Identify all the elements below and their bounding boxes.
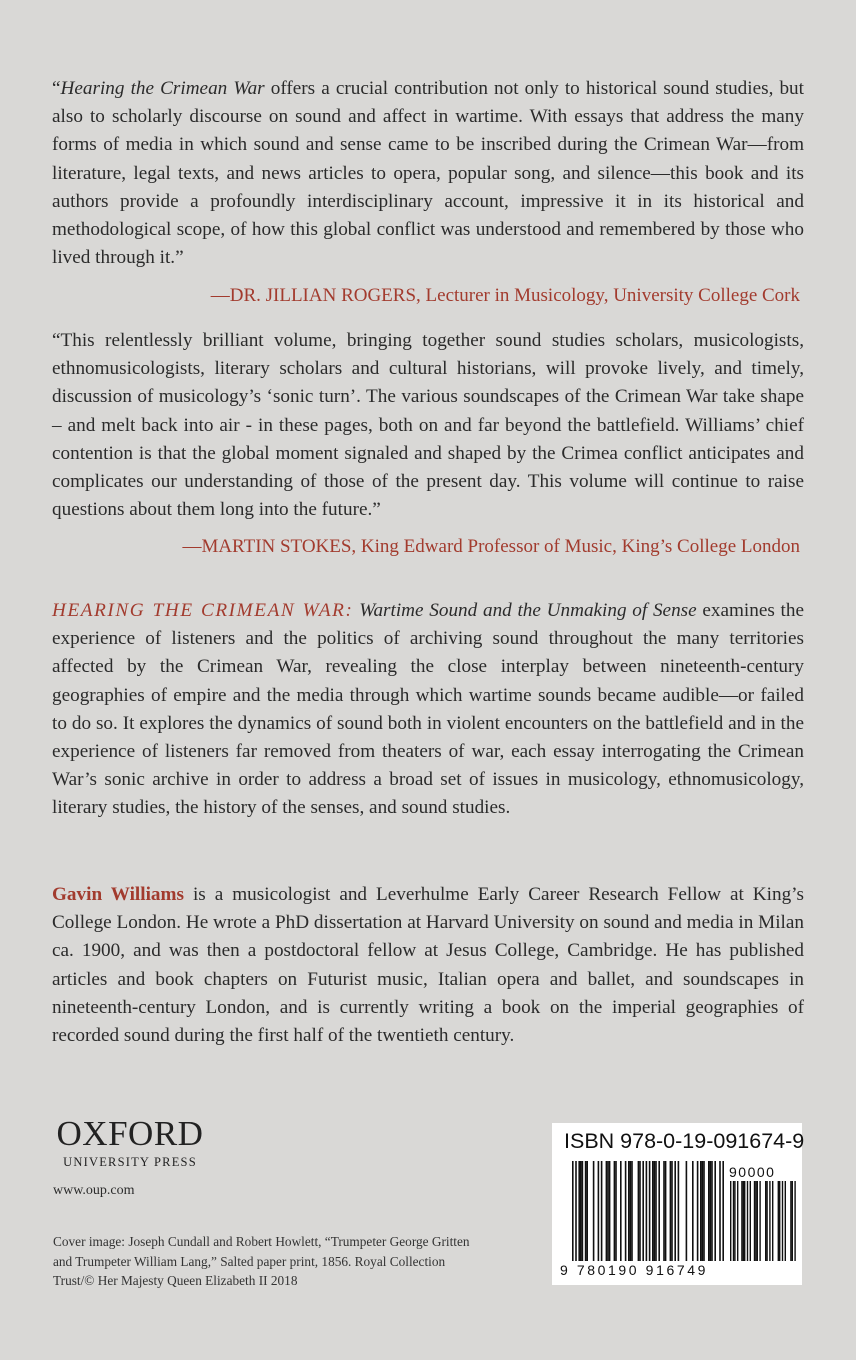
blurb-rogers-book-title: Hearing the Crimean War	[60, 78, 265, 99]
barcode-addon-bar	[754, 1181, 755, 1261]
barcode-bar	[702, 1161, 704, 1261]
barcode-addon-bar	[730, 1181, 731, 1261]
barcode-bar	[658, 1161, 660, 1261]
book-description	[52, 597, 804, 823]
barcode-bar	[598, 1161, 600, 1261]
barcode-bar	[631, 1161, 633, 1261]
barcode-addon-bar	[737, 1181, 738, 1261]
barcode-bar	[601, 1161, 603, 1261]
barcode-bar	[722, 1161, 724, 1261]
barcode-bar	[678, 1161, 680, 1261]
barcode-bar	[719, 1161, 721, 1261]
barcode-bar	[674, 1161, 676, 1261]
barcode-bar	[593, 1161, 595, 1261]
author-bio	[52, 881, 804, 1050]
barcode-bar	[652, 1161, 654, 1261]
barcode-addon-bar	[757, 1181, 758, 1261]
barcode-bar	[609, 1161, 611, 1261]
barcode-bar	[628, 1161, 630, 1261]
barcode-addon-bar	[794, 1181, 795, 1261]
barcode-bar	[700, 1161, 702, 1261]
barcode-bar	[646, 1161, 648, 1261]
publisher-url: www.oup.com	[53, 1183, 135, 1198]
barcode-bar	[703, 1161, 705, 1261]
barcode-bar	[663, 1161, 665, 1261]
barcode-addon-bar	[779, 1181, 780, 1261]
barcode-bar	[638, 1161, 640, 1261]
blurb-rogers-text: offers a crucial contribution not only to historical sound studies, but also to scholarly discourse on sound and affect in wartime. With essays that address the many forms of media in which sound and sense came to be inscribed during the Crimean War—from literature, legal texts, and news articles to opera, popular song, and silence—this book and its authors provide a profoundly interdisciplinary account, impressive it in its historical and methodological scope, of how this global conflict was understood and remembered by those who lived through it.”	[52, 78, 804, 269]
barcode-bar	[630, 1161, 632, 1261]
barcode-bar	[665, 1161, 667, 1261]
isbn-barcode-box	[552, 1123, 805, 1285]
barcode-addon-bar	[782, 1181, 783, 1261]
barcode-addon-bar	[766, 1181, 767, 1261]
blurb-rogers-open-quote: “	[52, 78, 61, 99]
barcode-addon-bar	[741, 1181, 742, 1261]
barcode-addon-bar	[785, 1181, 786, 1261]
barcode-addon-bar	[750, 1181, 751, 1261]
barcode-bar	[639, 1161, 641, 1261]
barcode-bar	[575, 1161, 577, 1261]
barcode-bar	[607, 1161, 609, 1261]
book-subtitle: Wartime Sound and the Unmaking of Sense	[359, 600, 697, 621]
barcode-addon-bar	[733, 1181, 734, 1261]
barcode-bar	[655, 1161, 657, 1261]
blurb-stokes	[52, 327, 804, 524]
barcode-addon-bar	[744, 1181, 745, 1261]
blurb-rogers	[52, 75, 804, 272]
barcode-bar	[670, 1161, 672, 1261]
blurb-stokes-attribution: —MARTIN STOKES, King Edward Professor of Music, King’s College London	[182, 536, 800, 557]
barcode-bar	[614, 1161, 616, 1261]
barcode-addon-bar	[772, 1181, 773, 1261]
barcode-bar	[606, 1161, 608, 1261]
barcode-bar	[714, 1161, 716, 1261]
barcode-bar	[625, 1161, 627, 1261]
barcode-bar	[710, 1161, 712, 1261]
cover-credit: Cover image: Joseph Cundall and Robert Howlett, “Trumpeter George Gritten and Trumpeter William Lang,” Salted paper print, 1856. Royal Collection Trust/© Her Majesty Queen Elizabeth II 2018	[53, 1234, 470, 1288]
barcode-bar	[697, 1161, 699, 1261]
barcode-addon-bar	[747, 1181, 748, 1261]
publisher-name: OXFORD	[56, 1114, 204, 1153]
blurb-stokes-text: “This relentlessly brilliant volume, bringing together sound studies scholars, musicologists, ethnomusicologists, literary scholars and cultural historians, will provoke lively, and timely, discussion of musicology’s ‘sonic turn’. The various soundscapes of the Crimean War take shape – and melt back into air - in these pages, both on and far beyond the battlefield. Williams’ chief contention is that the global moment signaled and shaped by the Crimea conflict anticipates and complicates our understanding of those of the present day. This volume will continue to raise questions about them long into the future.”	[52, 330, 804, 521]
isbn-label: ISBN 978-0-19-091674-9	[564, 1129, 805, 1153]
publisher-subname: UNIVERSITY PRESS	[63, 1155, 197, 1169]
barcode-addon-bar	[755, 1181, 756, 1261]
barcode-bar	[585, 1161, 587, 1261]
barcode-bar	[582, 1161, 584, 1261]
barcode-addon-bar	[790, 1181, 791, 1261]
barcode-bar	[642, 1161, 644, 1261]
barcode-addon-bar	[792, 1181, 793, 1261]
barcode-bar	[649, 1161, 651, 1261]
barcode-bar	[671, 1161, 673, 1261]
barcode-addon-bar	[778, 1181, 779, 1261]
description-text: examines the experience of listeners and the politics of archiving sound throughout the many territories affected by the Crimean War, revealing the close interplay between nineteenth-century geographies of empire and the media through which wartime sounds became audible—or failed to do so. It explores the dynamics of sound both in violent encounters on the battlefield and in the experience of listeners far removed from theaters of war, each essay interrogating the Crimean War’s sonic archive in order to address a broad set of issues in musicology, ethnomusicology, literary studies, the history of the senses, and sound studies.	[52, 600, 805, 819]
barcode-bar	[711, 1161, 713, 1261]
barcode-addon-bar	[759, 1181, 760, 1261]
barcode-digits: 9 780190 916749	[560, 1262, 708, 1278]
blurb-rogers-attribution: —DR. JILLIAN ROGERS, Lecturer in Musicology, University College Cork	[210, 285, 800, 306]
barcode-bar	[578, 1161, 580, 1261]
barcode-addon-digits: 90000	[729, 1164, 776, 1180]
barcode-bar	[654, 1161, 656, 1261]
barcode-bar	[586, 1161, 588, 1261]
barcode-bar	[620, 1161, 622, 1261]
barcode-bar	[580, 1161, 582, 1261]
barcode-addon-bar	[765, 1181, 766, 1261]
barcode-bar	[708, 1161, 710, 1261]
barcode-graphic	[552, 1123, 805, 1285]
barcode-bar	[615, 1161, 617, 1261]
book-title-caps: HEARING THE CRIMEAN WAR:	[52, 600, 354, 621]
barcode-addon-bar	[769, 1181, 770, 1261]
barcode-addon-bar	[743, 1181, 744, 1261]
barcode-addon-bar	[734, 1181, 735, 1261]
author-bio-text: is a musicologist and Leverhulme Early Career Research Fellow at King’s College London. He wrote a PhD dissertation at Harvard University on sound and media in Milan ca. 1900, and was then a postdoctoral fellow at Jesus College, Cambridge. He has published articles and book chapters on Futurist music, Italian opera and ballet, and soundscapes in nineteenth-century London, and is currently writing a book on the imperial geographies of recorded sound during the first half of the twentieth century.	[52, 884, 804, 1047]
barcode-bar	[692, 1161, 694, 1261]
barcode-bar	[572, 1161, 574, 1261]
barcode-bar	[686, 1161, 688, 1261]
author-name: Gavin Williams	[52, 884, 184, 905]
oxford-logo	[52, 1116, 208, 1170]
